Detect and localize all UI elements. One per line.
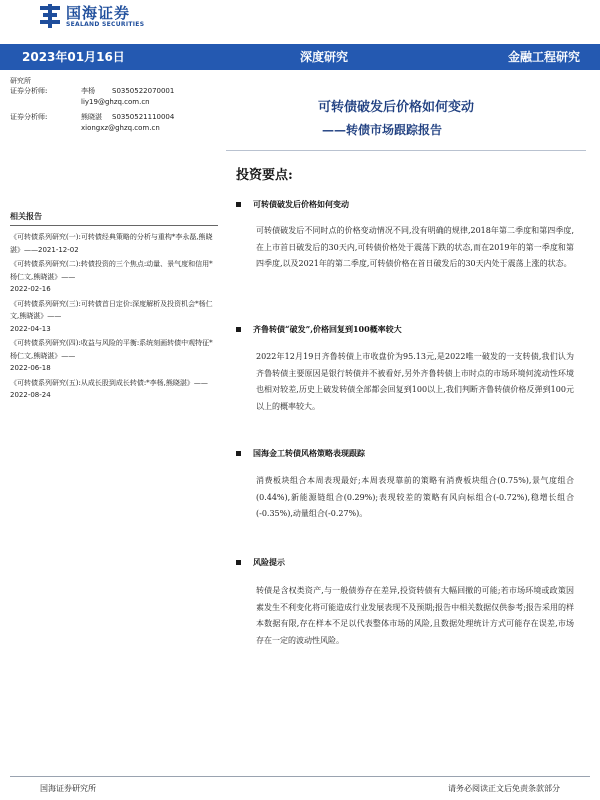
related-report-item[interactable]: 《可转债系列研究(四):收益与风险的平衡:系统刻画转债中观特征*杨仁文,熊晓湛》—— 2022-06-18 (10, 339, 213, 372)
analyst-cert: S0350521110004 (112, 113, 175, 121)
section-heading: 齐鲁转债“破发”,价格回复到100概率较大 (236, 324, 402, 335)
footer-institute: 国海证券研究所 (40, 784, 96, 793)
logo-name-en: SEALAND SECURITIES (66, 21, 145, 28)
analyst-role: 证券分析师: (10, 87, 48, 95)
institute-label: 研究所 (10, 77, 31, 85)
related-report-item[interactable]: 《可转债系列研究(一):可转债经典策略的分析与重构*李永磊,熊晓湛》——2021-12-02 (10, 233, 213, 254)
related-reports-title: 相关报告 (10, 211, 42, 221)
section-heading: 风险提示 (236, 557, 285, 568)
title-divider (226, 150, 586, 151)
header-bar (0, 44, 600, 70)
report-subtitle: ——转债市场跟踪报告 (322, 123, 443, 137)
footer-disclaimer: 请务必阅读正文后免责条款部分 (448, 784, 560, 793)
analyst-role: 证券分析师: (10, 113, 48, 121)
analyst-cert: S0350522070001 (112, 87, 175, 95)
logo-name-cn: 国海证券 (66, 4, 131, 22)
section-body: 转债是含权类资产,与一般债券存在差异,投资转债有大幅回撤的可能;若市场环境或政策因素发生不利变化将可能造成行业发展表现不及预期;报告中相关数据仅供参考;报告采用的样本数据有限,存在样本不足以代表整体市场的风险,且数据处理统计方式可能存在误差,市场存在一定的波动性风险。 (256, 586, 574, 645)
logo-icon (40, 4, 60, 30)
related-report-item[interactable]: 《可转债系列研究(五):从成长股到成长转债:*李杨,熊晓湛》——2022-08-24 (10, 378, 208, 399)
section-heading: 可转债破发后价格如何变动 (236, 199, 349, 210)
related-report-item[interactable]: 《可转债系列研究(三):可转债首日定价:深度解析及投资机会*杨仁文,熊晓湛》—— 2022-04-13 (10, 299, 213, 333)
analyst-email[interactable]: liy19@ghzq.com.cn (81, 98, 150, 106)
analyst-name: 熊晓湛 (81, 113, 102, 121)
section-body: 2022年12月19日齐鲁转债上市收盘价为95.13元,是2022唯一破发的一支转债,我们认为齐鲁转债主要原因是银行转债并不被看好,另外齐鲁转债上市时点的市场环境何流动性环境也相对较差,历史上破发转债全部都会回复到100以上,我们判断齐鲁转债价格反弹到100元以上的概率较大。 (256, 352, 574, 411)
related-divider (10, 225, 218, 226)
bullet-square-icon (236, 560, 241, 565)
report-category: 金融工程研究 (507, 50, 580, 64)
bullet-square-icon (236, 202, 241, 207)
report-title: 可转债破发后价格如何变动 (318, 100, 475, 115)
bullet-square-icon (236, 327, 241, 332)
report-date: 2023年01月16日 (22, 50, 125, 64)
footer-divider (10, 776, 590, 777)
analyst-name: 李杨 (81, 87, 95, 95)
bullet-square-icon (236, 451, 241, 456)
section-heading: 国海金工转债风格策略表现跟踪 (236, 448, 365, 459)
section-body: 可转债破发后不同时点的价格变动情况不同,没有明确的规律,2018年第二季度和第四季度,在上市首日破发后的30天内,可转债价格处于震荡下跌的状态,而在2019年的第一季度和第四季度,以及2021年的第二季度,可转债价格在首日破发后的30天内处于震荡上涨的状态。 (256, 226, 574, 268)
analyst-email[interactable]: xiongxz@ghzq.com.cn (81, 124, 160, 132)
company-logo (40, 4, 144, 30)
related-reports (10, 210, 218, 404)
related-report-item[interactable]: 《可转债系列研究(二):转债投资的三个焦点:动量、景气度和信用*杨仁文,熊晓湛》—— 2022-02-16 (10, 260, 213, 293)
key-points-heading: 投资要点: (236, 168, 293, 183)
section-body: 消费板块组合本周表现最好;本周表现靠前的策略有消费板块组合(0.75%),景气度组合(0.44%),新能源链组合(0.29%);表现较差的策略有风向标组合(-0.72%),稳增长组合(-0.35%),动量组合(-0.27%)。 (256, 476, 574, 518)
report-type: 深度研究 (300, 50, 349, 64)
